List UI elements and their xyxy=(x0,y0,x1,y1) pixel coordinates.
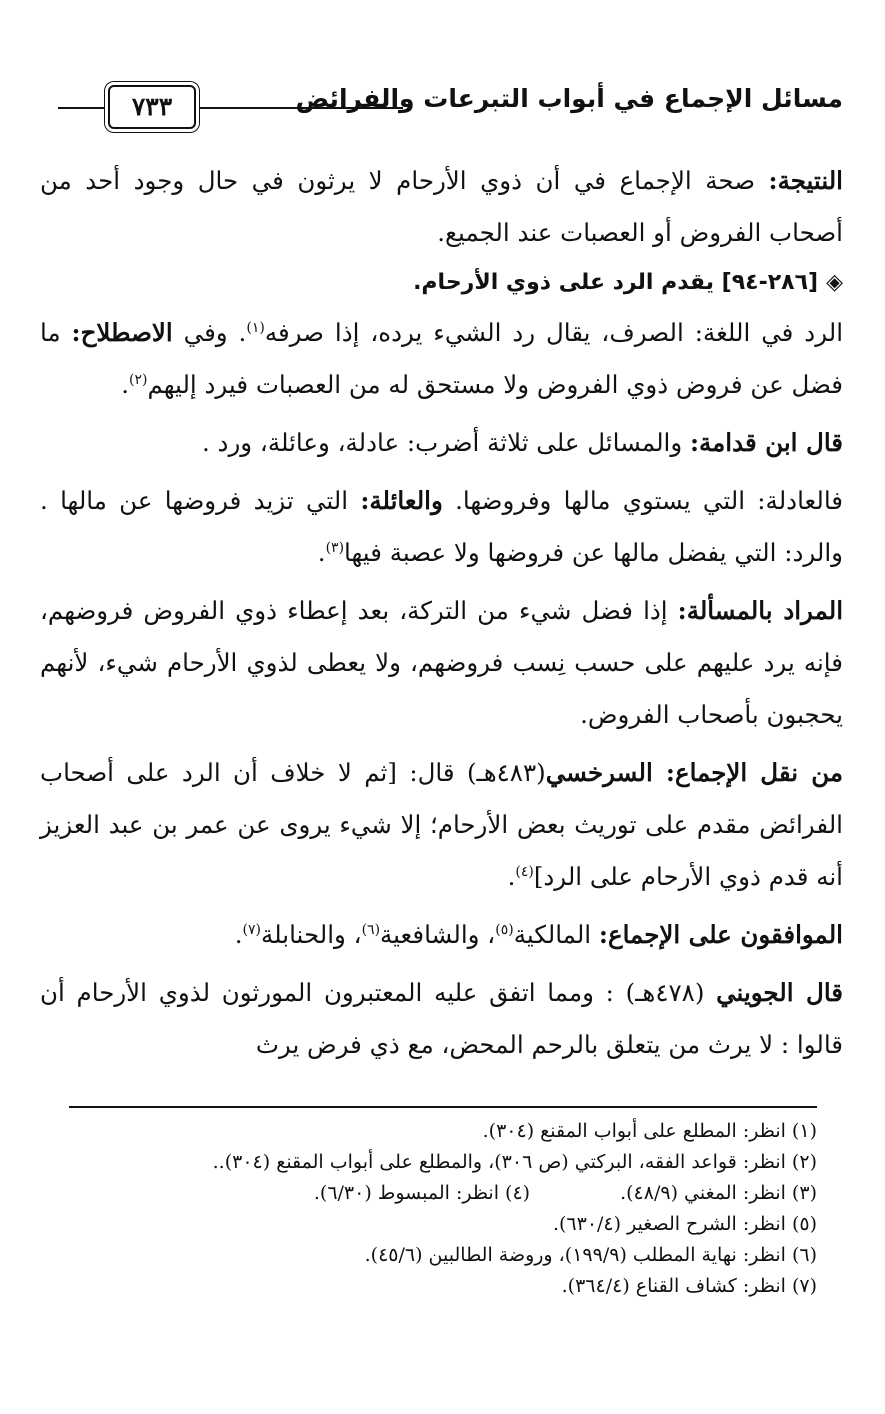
types-text-2: التي تزيد فروضها عن مالها . والرد: التي يفضل مالها عن فروضها ولا عصبة فيها xyxy=(40,486,843,567)
paragraph-juwayni xyxy=(40,967,843,1071)
paragraph-meaning xyxy=(40,585,843,741)
page-number: ٧٣٣ xyxy=(108,85,196,129)
footnote-1: (١) انظر: المطلع على أبواب المقنع (٣٠٤). xyxy=(482,1120,817,1142)
definition-text-3: ما فضل عن فروض ذوي الفروض ولا مستحق له من العصبات فيرد إليهم xyxy=(40,318,843,399)
footnote-4: (٤) انظر: المبسوط (٦/٣٠). xyxy=(313,1182,531,1204)
footnote-ref-7: (٧) xyxy=(242,921,262,938)
footnote-ref-3: (٣) xyxy=(325,539,345,556)
result-label: النتيجة: xyxy=(768,166,843,195)
juwayni-label: قال الجويني xyxy=(716,978,843,1007)
paragraph-result xyxy=(40,155,843,259)
definition-text-2: . وفي xyxy=(172,318,247,347)
section-heading xyxy=(40,261,843,305)
consensus-source-end: . xyxy=(507,862,516,891)
diamond-bullet-icon: ◈ xyxy=(826,270,843,295)
footnote-ref-1: (١) xyxy=(246,319,265,336)
types-text-3: . xyxy=(317,538,326,567)
ibn-qudama-label: قال ابن قدامة: xyxy=(690,428,843,457)
consensus-source-label: من نقل الإجماع: السرخسي xyxy=(545,758,843,787)
section-heading-text: [٢٨٦-٩٤] يقدم الرد على ذوي الأرحام. xyxy=(413,270,819,295)
definition-text-1: الرد في اللغة: الصرف، يقال رد الشيء يرده، إذا صرفه xyxy=(264,318,843,347)
footnote-6: (٦) انظر: نهاية المطلب (١٩٩/٩)، وروضة الطالبين (٤٥/٦). xyxy=(364,1244,817,1266)
body-text xyxy=(40,155,843,1071)
footnote-7: (٧) انظر: كشاف القناع (٣٦٤/٤). xyxy=(561,1275,817,1297)
result-text: صحة الإجماع في أن ذوي الأرحام لا يرثون في حال وجود أحد من أصحاب الفروض أو العصبات عند الجميع. xyxy=(40,166,843,247)
running-header xyxy=(40,82,843,130)
consensus-source-text: (٤٨٣هـ) قال: [ثم لا خلاف أن الرد على أصحاب الفرائض مقدم على توريث بعض الأرحام؛ إلا شيء يروى عن عمر بن عبد العزيز أنه قدم ذوي الأرحام على الرد] xyxy=(40,758,843,891)
types-text-1: فالعادلة: التي يستوي مالها وفروضها. xyxy=(442,486,843,515)
paragraph-agreeing xyxy=(40,909,843,961)
definition-text-4: . xyxy=(121,370,129,399)
agreeing-hanbali: ، والحنابلة xyxy=(261,920,362,949)
footnote-ref-5: (٥) xyxy=(495,921,514,938)
footnotes xyxy=(70,1116,817,1302)
footnote-3: (٣) انظر: المغني (٤٨/٩). xyxy=(620,1182,817,1204)
paragraph-types xyxy=(40,475,843,579)
definition-term: الاصطلاح: xyxy=(71,318,173,347)
footnote-separator xyxy=(69,1106,817,1108)
footnote-2: (٢) انظر: قواعد الفقه، البركتي (ص ٣٠٦)، والمطلع على أبواب المقنع (٣٠٤).. xyxy=(212,1151,817,1173)
meaning-text: إذا فضل شيء من التركة، بعد إعطاء ذوي الفروض فروضهم، فإنه يرد عليهم على حسب نِسب فروضهم، ولا يعطى لذوي الأرحام شيء، لأنهم يحجبون بأصحاب الفروض. xyxy=(40,596,843,729)
footnote-ref-6: (٦) xyxy=(361,921,381,938)
agreeing-maliki: المالكية xyxy=(513,920,599,949)
header-title: مسائل الإجماع في أبواب التبرعات والفرائض xyxy=(295,84,843,113)
agreeing-label: الموافقون على الإجماع: xyxy=(598,920,843,949)
agreeing-end: . xyxy=(234,920,243,949)
paragraph-ibn-qudama xyxy=(40,417,843,469)
footnote-5: (٥) انظر: الشرح الصغير (٦٣٠/٤). xyxy=(552,1213,817,1235)
meaning-label: المراد بالمسألة: xyxy=(677,596,844,625)
juwayni-text: (٤٧٨هـ) : ومما اتفق عليه المعتبرون المورثون لذوي الأرحام أن قالوا : لا يرث من يتعلق بالرحم المحض، مع ذي فرض يرث xyxy=(40,978,843,1059)
paragraph-consensus-source xyxy=(40,747,843,903)
paragraph-definition xyxy=(40,307,843,411)
ibn-qudama-text: والمسائل على ثلاثة أضرب: عادلة، وعائلة، ورد . xyxy=(201,428,690,457)
types-term: والعائلة: xyxy=(360,486,443,515)
footnote-ref-4: (٤) xyxy=(515,863,534,880)
footnote-ref-2: (٢) xyxy=(128,371,148,388)
agreeing-shafii: ، والشافعية xyxy=(380,920,496,949)
footnote-row-3-4 xyxy=(70,1178,817,1209)
